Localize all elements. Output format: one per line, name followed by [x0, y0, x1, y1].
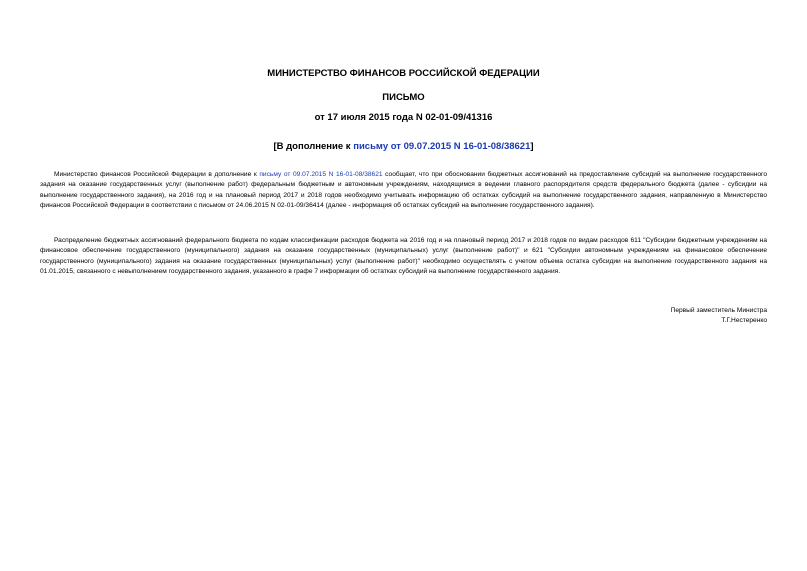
p1-letter-link[interactable]: письму от 09.07.2015 N 16-01-08/38621 — [259, 171, 383, 178]
body-paragraph-1 — [40, 170, 767, 211]
signature-name: Т.Г.Нестеренко — [721, 317, 767, 324]
p1-text-after-link: сообщает, что при обосновании бюджетных ассигнований на предоставление субсидий на выполнение государственного задания на оказание государственных услуг (выполнение работ) федеральным бюджетным и автономным учреждениям, находящимся в ведении главного распорядителя средств федерального бюджета (далее - субсидии на выполнение государственного задания), на 2016 год и на плановый период 2017 и 2018 годов необходимо учитывать информацию об остатках субсидий на выполнение государственного задания, направленную в Министерство финансов Российской Федерации в соответствии с письмом от 24.06.2015 N 02-01-09/36414 (далее - информация об остатках субсидий на выполнение государственного задания). — [40, 171, 767, 209]
signature-block — [671, 306, 767, 326]
body-paragraph-2: Распределение бюджетных ассигнований федерального бюджета по кодам классификации расходов бюджета на 2016 год и на плановый период 2017 и 2018 годов по видам расходов 611 "Субсидии бюджетным учреждениям на финансовое обеспечение государственного (муниципального) задания на оказание государственных (муниципальных) услуг (выполнение работ)" и 621 "Субсидии автономным учреждениям на финансовое обеспечение государственного (муниципального) задания на оказание государственных (муниципальных) услуг (выполнение работ)" необходимо осуществлять с учетом объема остатка субсидии на выполнение государственного задания на 01.01.2015, связанного с невыполнением государственного задания, указанного в графе 7 информации об остатках субсидий на выполнение государственного задания. — [40, 237, 767, 275]
document-type: ПИСЬМО — [382, 92, 425, 103]
ministry-title: МИНИСТЕРСТВО ФИНАНСОВ РОССИЙСКОЙ ФЕДЕРАЦИИ — [267, 68, 540, 79]
document-date-number: от 17 июля 2015 года N 02-01-09/41316 — [314, 112, 493, 123]
addendum-line — [0, 141, 807, 153]
signature-position: Первый заместитель Министра — [670, 307, 767, 314]
p1-text-before-link: Министерство финансов Российской Федерации в дополнение к — [54, 171, 260, 178]
addendum-link[interactable]: письму от 09.07.2015 N 16-01-08/38621 — [353, 141, 531, 152]
addendum-prefix: [В дополнение к — [273, 141, 354, 152]
addendum-suffix: ] — [530, 141, 534, 152]
